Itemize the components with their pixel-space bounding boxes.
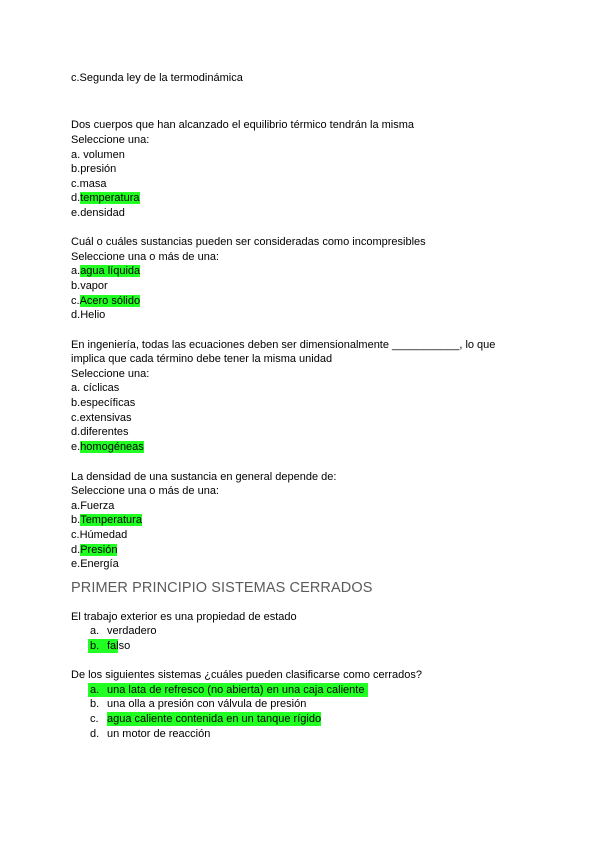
option-prefix: b. xyxy=(71,514,81,526)
option-prefix: d. xyxy=(71,309,81,321)
option-prefix: e. xyxy=(71,558,81,570)
option-text-highlighted: una lata de refresco (no abierta) en una caja caliente xyxy=(107,684,365,696)
option-item xyxy=(71,206,125,220)
option-prefix: b. xyxy=(71,163,81,175)
question-prompt: Seleccione una o más de una: xyxy=(71,485,219,497)
question-text: Dos cuerpos que han alcanzado el equilibrio térmico tendrán la misma xyxy=(71,119,415,131)
option-prefix: e. xyxy=(71,207,81,219)
question-text: De los siguientes sistemas ¿cuáles pueden clasificarse como cerrados? xyxy=(71,669,422,681)
option-prefix: b. xyxy=(71,280,81,292)
option-prefix: a. xyxy=(71,500,81,512)
option-text-highlighted: Temperatura xyxy=(80,514,142,526)
option-text: Energía xyxy=(80,558,119,570)
option-prefix: c. xyxy=(71,412,80,424)
option-prefix: a. xyxy=(71,382,84,394)
option-item xyxy=(71,528,127,542)
question-prompt: Seleccione una: xyxy=(71,134,150,146)
question-text: La densidad de una sustancia en general depende de: xyxy=(71,471,337,483)
option-text: específicas xyxy=(80,397,136,409)
option-prefix: c. xyxy=(71,178,80,190)
option-text-highlighted: falso xyxy=(107,640,131,652)
option-item xyxy=(71,279,108,293)
answer-line: c.Segunda ley de la termodinámica xyxy=(71,72,243,84)
option-item xyxy=(71,148,125,162)
option-prefix: c. xyxy=(90,713,99,725)
option-text: verdadero xyxy=(107,625,157,637)
option-text: cíclicas xyxy=(83,382,120,394)
option-text-highlighted: agua líquida xyxy=(80,265,141,277)
option-text-highlighted: homogéneas xyxy=(80,441,144,453)
option-item xyxy=(71,381,119,395)
option-item-selected xyxy=(71,191,140,205)
option-prefix: c. xyxy=(71,529,80,541)
option-text: presión xyxy=(80,163,117,175)
option-item-selected xyxy=(71,294,140,308)
option-prefix: d. xyxy=(71,192,81,204)
option-text: volumen xyxy=(83,149,125,161)
option-text-highlighted: Presión xyxy=(80,544,118,556)
option-item-selected xyxy=(71,543,117,557)
question-text: En ingeniería, todas las ecuaciones deben ser dimensionalmente ___________, lo que xyxy=(71,339,496,351)
option-item xyxy=(71,499,114,513)
option-item xyxy=(71,411,132,425)
question-text: Cuál o cuáles sustancias pueden ser consideradas como incompresibles xyxy=(71,236,426,248)
option-text: una olla a presión con válvula de presión xyxy=(107,698,307,710)
option-prefix: a. xyxy=(71,265,81,277)
section-heading: PRIMER PRINCIPIO SISTEMAS CERRADOS xyxy=(71,580,373,596)
option-text: Helio xyxy=(80,309,106,321)
option-prefix: b. xyxy=(90,640,100,652)
option-text-highlighted: temperatura xyxy=(80,192,140,204)
option-prefix: c. xyxy=(71,295,80,307)
option-prefix: d. xyxy=(71,544,81,556)
option-item xyxy=(71,177,106,191)
option-text-highlighted: agua caliente contenida en un tanque rígido xyxy=(107,713,322,725)
option-text: masa xyxy=(79,178,107,190)
question-text: El trabajo exterior es una propiedad de estado xyxy=(71,611,297,623)
option-text: Húmedad xyxy=(79,529,128,541)
option-prefix: e. xyxy=(71,441,81,453)
option-item xyxy=(71,396,135,410)
option-item-selected xyxy=(71,264,140,278)
option-prefix: a. xyxy=(90,625,100,637)
option-text: Fuerza xyxy=(80,500,115,512)
question-prompt: Seleccione una: xyxy=(71,368,150,380)
option-text: un motor de reacción xyxy=(107,728,211,740)
option-item xyxy=(71,425,129,439)
option-prefix: d. xyxy=(90,728,100,740)
option-prefix: a. xyxy=(71,149,84,161)
option-prefix: d. xyxy=(71,426,81,438)
question-prompt: Seleccione una o más de una: xyxy=(71,251,219,263)
question-text-continued: implica que cada término debe tener la misma unidad xyxy=(71,353,333,365)
option-prefix: a. xyxy=(90,684,100,696)
option-item-selected xyxy=(71,513,142,527)
option-item-selected xyxy=(71,440,144,454)
option-item xyxy=(71,308,105,322)
option-prefix: b. xyxy=(71,397,81,409)
option-item xyxy=(71,557,119,571)
option-text: densidad xyxy=(80,207,125,219)
option-text: vapor xyxy=(80,280,108,292)
option-text: diferentes xyxy=(80,426,129,438)
option-text: extensivas xyxy=(79,412,132,424)
option-prefix: b. xyxy=(90,698,100,710)
option-text-highlighted: Acero sólido xyxy=(79,295,141,307)
option-item xyxy=(71,162,116,176)
